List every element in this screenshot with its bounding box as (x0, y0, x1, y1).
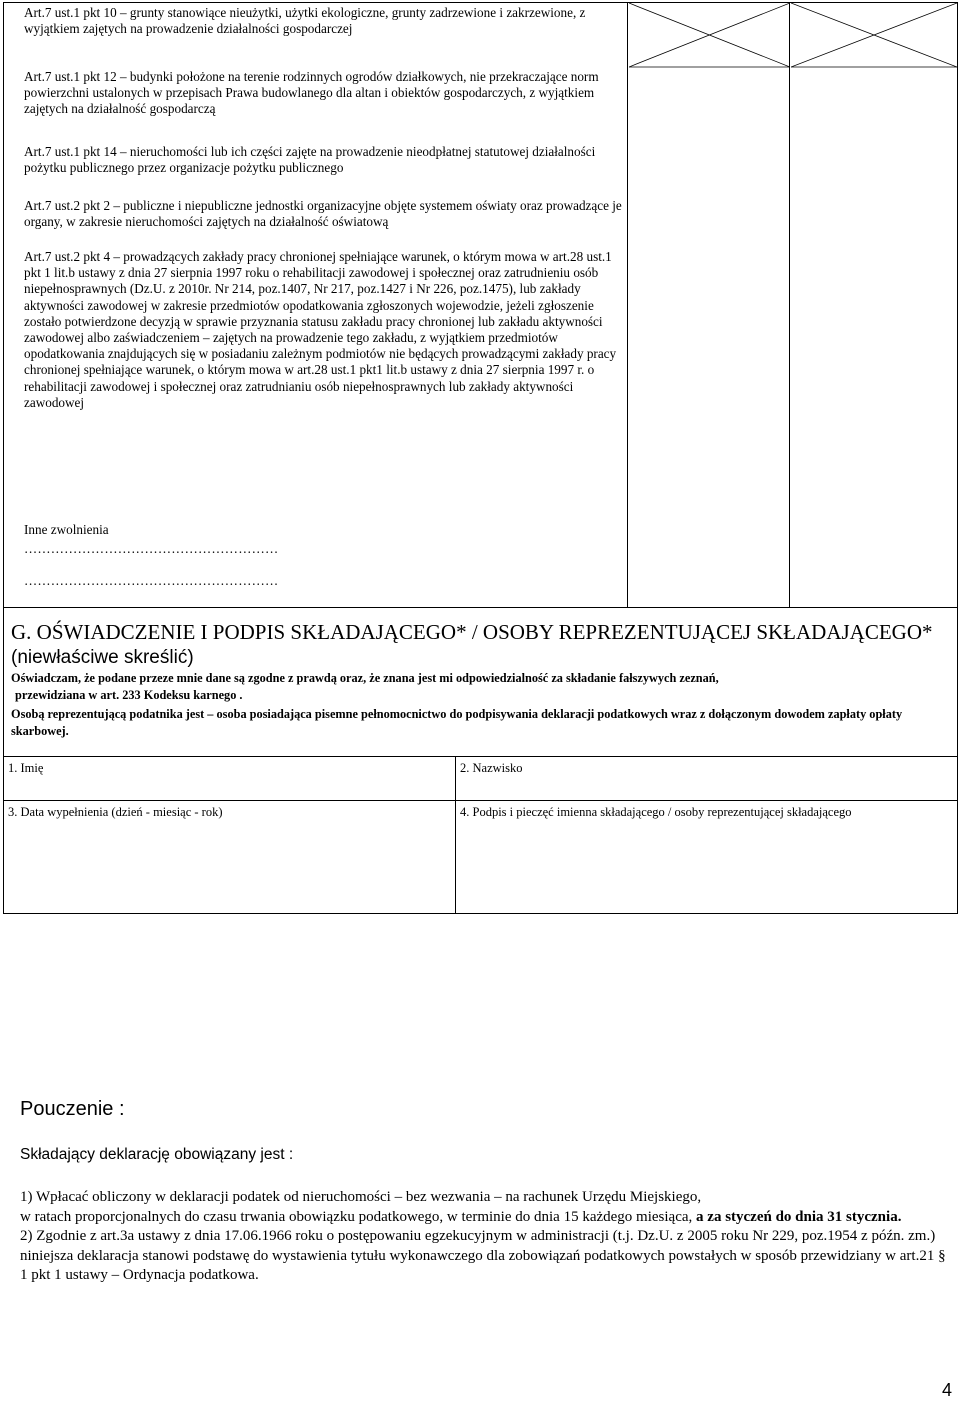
instruction-point-2: 2) Zgodnie z art.3a ustawy z dnia 17.06.1966 roku o postępowaniu egzekucyjnym w administracji (t.j. Dz.U. z 2005 roku Nr 229, poz.1954 z późn. zm.) niniejsza deklaracja stanowi podstawę do wystawienia tytułu wykonawczego dla zobowiązań podatkowych powstałych w sposób przewidziany w art.21 § 1 pkt 1 ustawy – Ordynacja podatkowa. (20, 1228, 946, 1283)
area-column-crossed (629, 3, 790, 607)
statement-truth-line2: przewidziana w art. 233 Kodeksu karnego . (15, 687, 243, 702)
date-field[interactable] (4, 800, 456, 913)
signature-label: 4. Podpis i pieczęć imienna składającego / osoby reprezentującej składającego (460, 805, 852, 819)
exemption-item: Art.7 ust.2 pkt 4 – prowadzących zakłady pracy chronionej spełniające warunek, o którym mowa w art.28 ust.1 pkt 1 lit.b ustawy z dnia 27 sierpnia 1997 roku o rehabilitacji zawodowej i społecznej oraz zatrudnieniu osób niepełnosprawnych (Dz.U. z 2010r. Nr 214, poz.1407, Nr 217, poz.1427 i Nr 226, poz.1475), lub zakłady aktywności zawodowej w zakresie przedmiotów opodatkowania zgłoszonych wojewodzie, jeżeli zgłoszenie zostało potwierdzone decyzją w sprawie przyznania statusu zakładu pracy chronionej lub zakładu aktywności zawodowej albo zaświadczeniem – zajętych na prowadzenie tego zakładu, z wyjątkiem przedmiotów opodatkowania znajdujących się w posiadaniu zależnym podmiotów nie będących prowadzącymi zakłady pracy chronionej spełniające warunek, o którym mowa w art.28 ust.1 pkt1 lit.b ustawy z dnia 27 sierpnia 1997 r. o rehabilitacji zawodowej i społecznej oraz zatrudnianiu osób niepełnosprawnych lub zakłady aktywności zawodowej (24, 249, 617, 410)
section-g-heading: G. OŚWIADCZENIE I PODPIS SKŁADAJĄCEGO* / OSOBY REPREZENTUJĄCEJ SKŁADAJĄCEGO* (11, 620, 933, 644)
date-label: 3. Data wypełnienia (dzień - miesiąc - rok) (8, 805, 223, 819)
instruction-title: Pouczenie : (20, 1098, 125, 1120)
section-g-title (11, 620, 941, 670)
other-exemptions (24, 522, 624, 590)
signature-grid (4, 756, 957, 913)
instruction-body (20, 1188, 955, 1286)
tax-column-crossed (791, 3, 957, 607)
instruction-point-1b-bold: a za styczeń do dnia 31 stycznia. (696, 1208, 902, 1225)
exemptions-text-column (4, 3, 628, 607)
declaration-section (3, 608, 958, 914)
other-exemptions-field-2[interactable]: ………………………………………………… (24, 573, 279, 589)
exemption-item: Art.7 ust.2 pkt 2 – publiczne i niepubliczne jednostki organizacyjne objęte systemem oświaty oraz prowadzące je organy, w zakresie nieruchomości zajętych na działalność oświatową (24, 198, 622, 230)
crossed-cells-b (791, 3, 957, 607)
last-name-field[interactable] (456, 756, 957, 800)
last-name-label: 2. Nazwisko (460, 761, 523, 775)
crossed-cells-a (629, 3, 790, 607)
exemption-item: Art.7 ust.1 pkt 10 – grunty stanowiące nieużytki, użytki ekologiczne, grunty zadrzewione i zakrzewione, z wyjątkiem zajętych na prowadzenie działalności gospodarczej (24, 5, 586, 37)
exemption-item: Art.7 ust.1 pkt 12 – budynki położone na terenie rodzinnych ogrodów działkowych, nie przekraczające norm powierzchni ustalonych w przepisach Prawa budowlanego dla altan i obiektów gospodarczych, z wyjątkiem zajętych na działalność gospodarczą (24, 69, 599, 117)
signature-field[interactable] (456, 800, 957, 913)
page-number: 4 (941, 1380, 952, 1400)
instruction-point-1b-text: w ratach proporcjonalnych do czasu trwania obowiązku podatkowego, w terminie do dnia 15 każdego miesiąca, (20, 1208, 697, 1225)
statement-truth (11, 670, 951, 703)
other-exemptions-field-1[interactable]: ………………………………………………… (24, 541, 279, 557)
first-name-field[interactable] (4, 756, 456, 800)
instruction-point-1b (20, 1208, 955, 1228)
statement-truth-line1: Oświadczam, że podane przeze mnie dane są zgodne z prawdą oraz, że znana jest mi odpowiedzialność za składanie fałszywych zeznań, (11, 671, 719, 685)
other-exemptions-label: Inne zwolnienia (24, 522, 109, 537)
instruction-point-1a: 1) Wpłacać obliczony w deklaracji podatek od nieruchomości – bez wezwania – na rachunek Urzędu Miejskiego, (20, 1189, 702, 1205)
section-g-note: (niewłaściwe skreślić) (11, 647, 194, 668)
first-name-label: 1. Imię (8, 761, 44, 775)
exemption-item: Art.7 ust.1 pkt 14 – nieruchomości lub ich części zajęte na prowadzenie nieodpłatnej statutowej działalności pożytku publicznego przez organizacje pożytku publicznego (24, 144, 596, 176)
instruction-lead: Składający deklarację obowiązany jest : (20, 1146, 294, 1163)
statement-representative: Osobą reprezentującą podatnika jest – osoba posiadająca pisemne pełnomocnictwo do podpisywania deklaracji podatkowych wraz z dołączonym dowodem zapłaty opłaty skarbowej. (11, 707, 903, 738)
exemptions-table (3, 2, 958, 608)
